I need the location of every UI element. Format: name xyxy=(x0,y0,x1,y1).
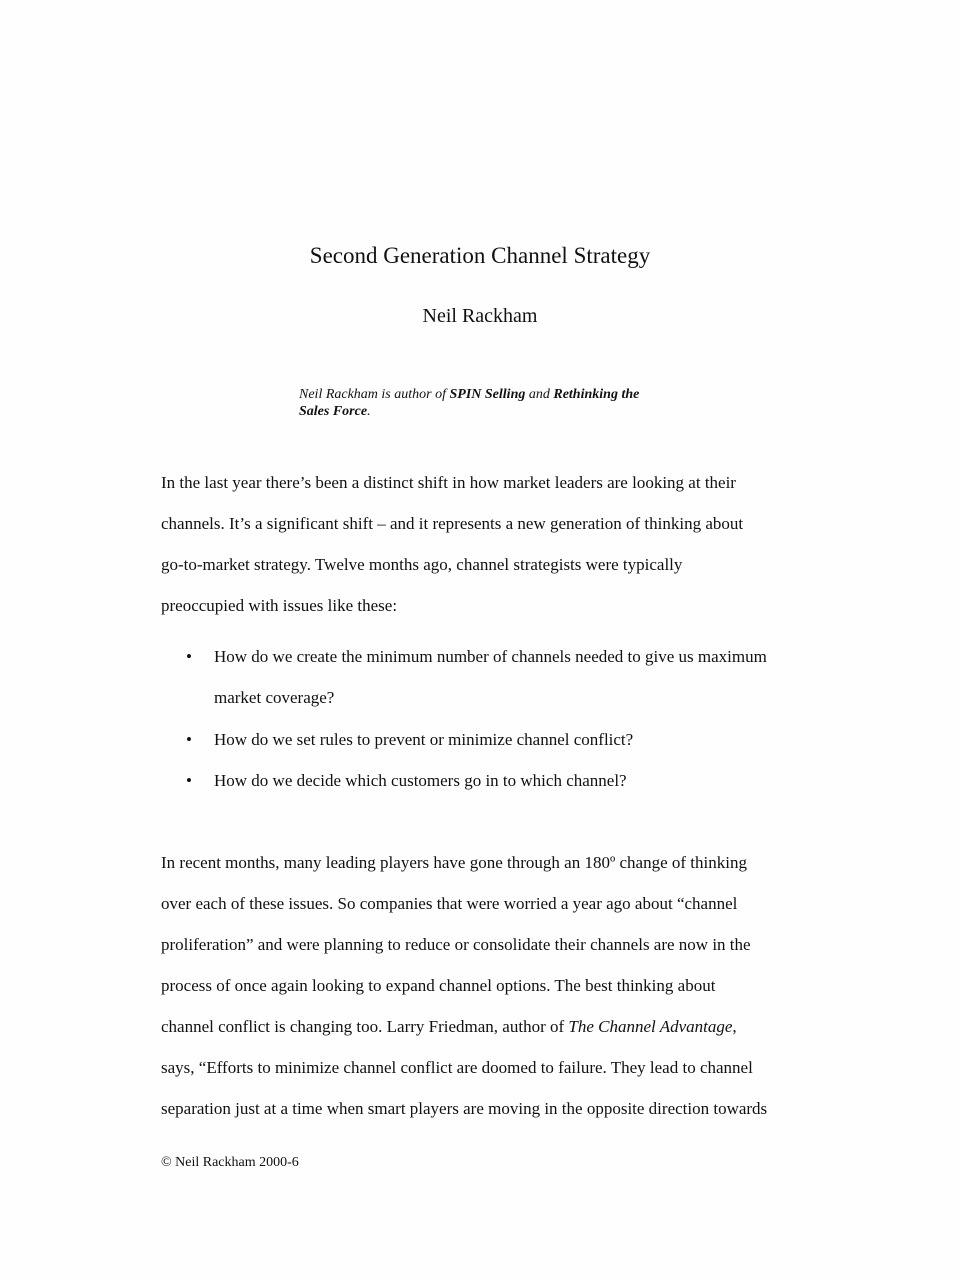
bio-book-spin-selling: SPIN Selling xyxy=(449,387,526,402)
text-line: go-to-market strategy. Twelve months ago, channel strategists were typically xyxy=(161,555,683,574)
bio-book-rethinking-line2: Sales Force xyxy=(299,404,368,419)
document-title: Second Generation Channel Strategy xyxy=(309,243,651,268)
text-line: preoccupied with issues like these: xyxy=(161,596,398,615)
bio-middle: and xyxy=(525,387,554,402)
bullet-icon: • xyxy=(186,730,192,749)
bullet-icon: • xyxy=(186,647,192,666)
text-line: says, “Efforts to minimize channel conflict are doomed to failure. They lead to channel xyxy=(161,1058,753,1077)
copyright-footer: © Neil Rackham 2000-6 xyxy=(161,1155,299,1170)
text-segment: , xyxy=(732,1017,737,1036)
text-line: over each of these issues. So companies that were worried a year ago about “channel xyxy=(161,894,738,913)
text-line: process of once again looking to expand channel options. The best thinking about xyxy=(161,976,716,995)
document-author: Neil Rackham xyxy=(422,305,538,327)
text-line xyxy=(161,1016,737,1038)
list-item-text: How do we decide which customers go in to which channel? xyxy=(214,771,627,790)
bullet-icon: • xyxy=(186,771,192,790)
list-item-text: How do we set rules to prevent or minimize channel conflict? xyxy=(214,730,634,749)
text-line: channels. It’s a significant shift – and it represents a new generation of thinking about xyxy=(161,514,744,533)
bio-prefix: Neil Rackham is author of xyxy=(299,387,450,402)
author-bio xyxy=(299,386,679,420)
text-line: separation just at a time when smart players are moving in the opposite direction towards xyxy=(161,1099,768,1118)
text-segment: channel conflict is changing too. Larry Friedman, author of xyxy=(161,1017,569,1036)
text-line: In the last year there’s been a distinct shift in how market leaders are looking at their xyxy=(161,473,736,492)
list-item-text: market coverage? xyxy=(214,688,335,707)
text-line: proliferation” and were planning to reduce or consolidate their channels are now in the xyxy=(161,935,751,954)
text-line: In recent months, many leading players have gone through an 180º change of thinking xyxy=(161,853,747,872)
bio-book-rethinking-line1: Rethinking the xyxy=(553,387,640,402)
bio-suffix: . xyxy=(367,404,371,419)
book-title-channel-advantage: The Channel Advantage xyxy=(568,1017,733,1036)
list-item-text: How do we create the minimum number of channels needed to give us maximum xyxy=(214,647,767,666)
